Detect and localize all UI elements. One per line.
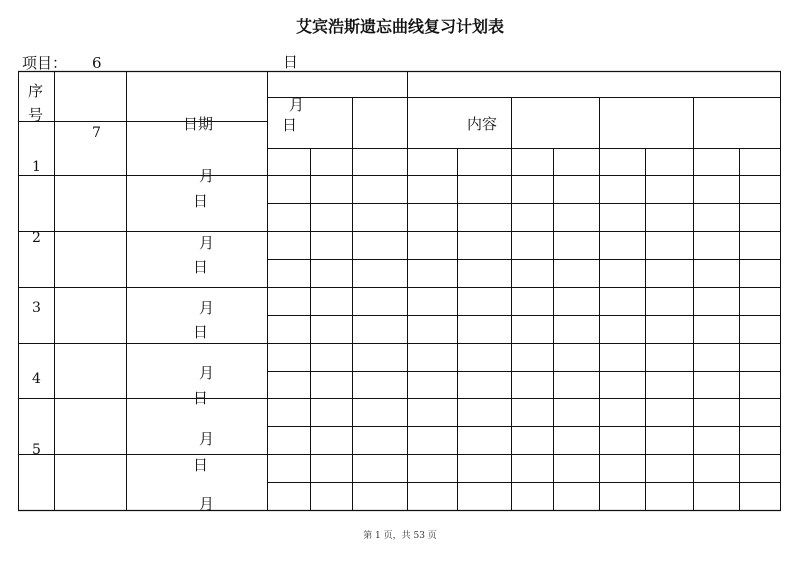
header-day: 日 [282, 116, 298, 134]
row-2-seq: 2 [32, 230, 41, 246]
row-3-seq: 3 [32, 300, 41, 316]
row-4-day: 日 [193, 389, 209, 407]
row-3-month: 月 [199, 299, 215, 317]
row-1-seq: 1 [32, 159, 41, 175]
header-number-7: 7 [92, 125, 101, 141]
row-1-month: 月 [199, 167, 215, 185]
page-footer: 第 1 页，共 53 页 [363, 531, 437, 541]
content-header: 内容 [467, 115, 498, 133]
row-5-month: 月 [199, 430, 215, 448]
header-month: 月 [289, 96, 305, 114]
row-5-seq: 5 [32, 442, 41, 458]
date-header: 日期 [183, 115, 214, 133]
row-6-month: 月 [199, 495, 215, 513]
row-2-month: 月 [199, 234, 215, 252]
project-value: 6 [92, 54, 102, 72]
seq-header-line1: 序 [28, 82, 44, 100]
row-1-day: 日 [193, 192, 209, 210]
project-label: 项目： [22, 54, 68, 72]
row-4-seq: 4 [32, 371, 41, 387]
header-day-label: 日 [283, 53, 299, 71]
row-5-day: 日 [193, 456, 209, 474]
row-3-day: 日 [193, 323, 209, 341]
row-2-day: 日 [193, 258, 209, 276]
seq-header-line2: 号 [28, 106, 44, 124]
row-4-month: 月 [199, 364, 215, 382]
page-title: 艾宾浩斯遗忘曲线复习计划表 [295, 17, 504, 36]
